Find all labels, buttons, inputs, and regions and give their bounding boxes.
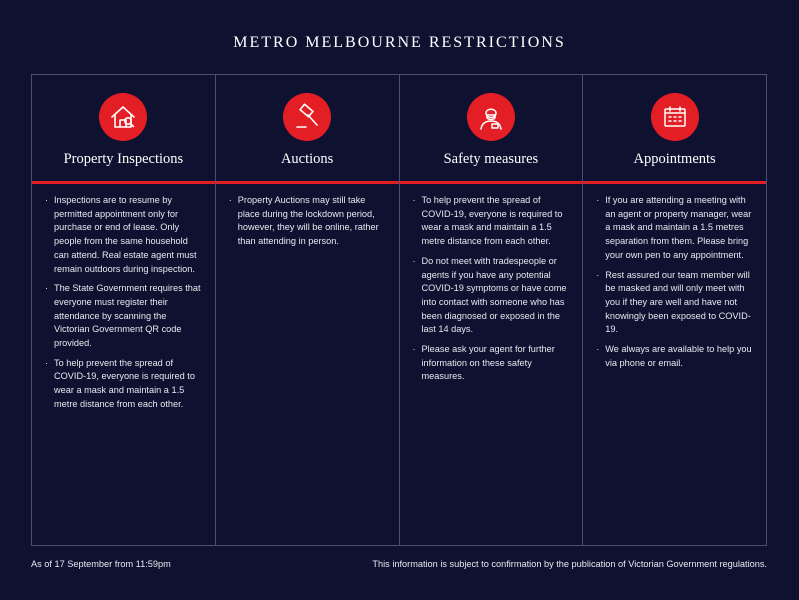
- gavel-icon: [283, 93, 331, 141]
- divider: [32, 181, 215, 184]
- column-heading: Auctions: [280, 151, 334, 167]
- footer-disclaimer: This information is subject to confirmation by the publication of Victorian Government regulations.: [372, 559, 767, 569]
- restrictions-grid: [31, 74, 767, 546]
- column-property-inspections: [32, 75, 216, 545]
- footer-date: As of 17 September from 11:59pm: [31, 559, 171, 569]
- divider: [216, 181, 399, 184]
- column-header: [216, 75, 399, 182]
- person-mask-icon: [467, 93, 515, 141]
- item-list: [32, 182, 215, 412]
- calendar-icon: [651, 93, 699, 141]
- list-item: · Rest assured our team member will be masked and will only meet with you if they are well and have not knowingly been exposed to COVID-19.: [597, 269, 752, 338]
- house-inspection-icon: [99, 93, 147, 141]
- list-item: · To help prevent the spread of COVID-19, everyone is required to wear a mask and maintain a 1.5 metre distance from each other.: [46, 357, 201, 412]
- column-heading: Property Inspections: [63, 151, 184, 167]
- list-item: · Please ask your agent for further information on these safety measures.: [414, 343, 569, 384]
- list-item: · We always are available to help you via phone or email.: [597, 343, 752, 370]
- list-item: · Inspections are to resume by permitted appointment only for purchase or end of lease. Only people from the same household can attend. Real estate agent must remain outdoors during inspection.: [46, 194, 201, 276]
- divider: [583, 181, 766, 184]
- column-appointments: [583, 75, 766, 545]
- page-title: METRO MELBOURNE RESTRICTIONS: [233, 34, 566, 51]
- column-heading: Appointments: [633, 151, 716, 167]
- column-auctions: [216, 75, 400, 545]
- item-list: [583, 182, 766, 370]
- list-item: · Do not meet with tradespeople or agents if you have any potential COVID-19 symptoms or have come into contact with someone who has been diagnosed or exposed in the last 14 days.: [414, 255, 569, 337]
- item-list: [216, 182, 399, 249]
- column-safety-measures: [400, 75, 584, 545]
- list-item: · To help prevent the spread of COVID-19, everyone is required to wear a mask and maintain a 1.5 metre distance from each other.: [414, 194, 569, 249]
- column-header: [32, 75, 215, 182]
- item-list: [400, 182, 583, 384]
- column-header: [583, 75, 766, 182]
- divider: [400, 181, 583, 184]
- list-item: · The State Government requires that everyone must register their attendance by scanning the Victorian Government QR code provided.: [46, 282, 201, 351]
- column-heading: Safety measures: [443, 151, 539, 167]
- column-header: [400, 75, 583, 182]
- list-item: · Property Auctions may still take place during the lockdown period, however, they will be online, rather than attending in person.: [230, 194, 385, 249]
- list-item: · If you are attending a meeting with an agent or property manager, wear a mask and maintain a 1.5 metres separation from them. Please bring your own pen to any appointment.: [597, 194, 752, 263]
